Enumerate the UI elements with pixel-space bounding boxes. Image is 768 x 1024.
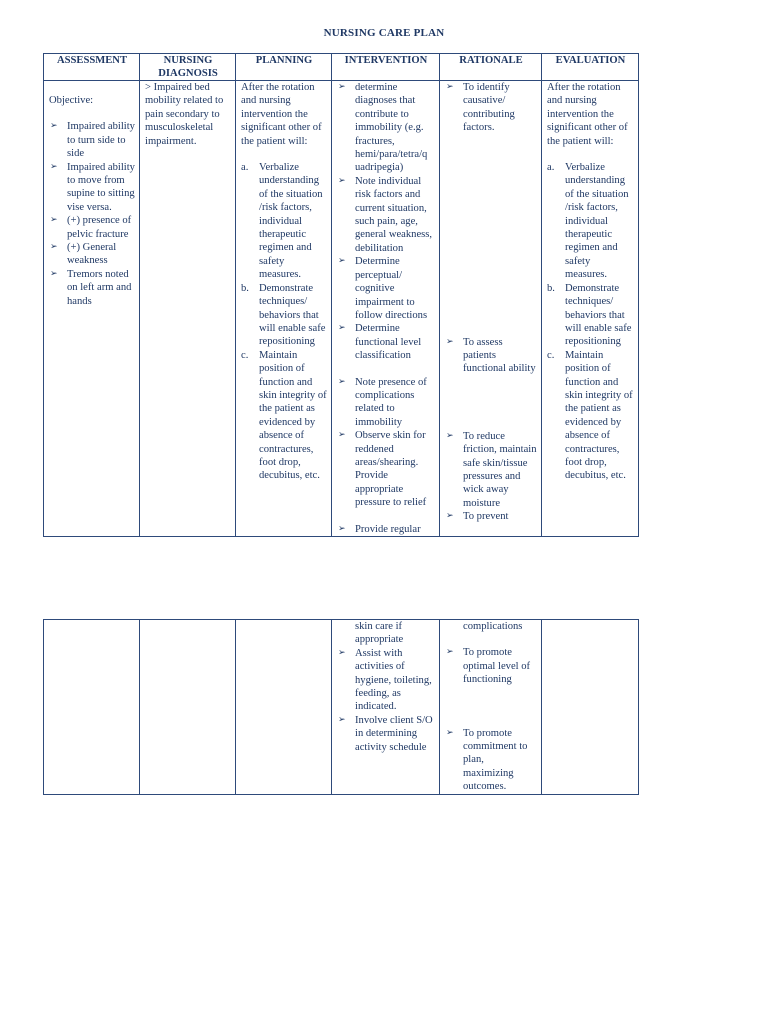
- list-item: ➢ To assess patients functional ability: [445, 336, 537, 376]
- diagnosis-cell-continued: [140, 620, 236, 795]
- assessment-cell: [44, 81, 140, 537]
- list-item: ➢ Determine functional level classification: [337, 322, 435, 362]
- rationale-list: [445, 81, 537, 524]
- list-item: b. Demonstrate techniques/ behaviors that will enable safe repositioning: [241, 282, 326, 348]
- evaluation-list: [547, 161, 634, 483]
- table-row: [44, 81, 639, 537]
- list-item: b. Demonstrate techniques/ behaviors that will enable safe repositioning: [547, 282, 632, 348]
- col-header-intervention: INTERVENTION: [332, 54, 440, 81]
- care-plan-table: [43, 53, 639, 537]
- assessment-list: [49, 120, 135, 308]
- list-item: ➢ To promote optimal level of functioning: [445, 646, 537, 686]
- list-item: ➢ Note presence of complications related to immobility: [337, 376, 435, 430]
- intervention-cell-continued: [332, 620, 440, 795]
- intervention-cell: [332, 81, 440, 537]
- intervention-list-continued: [337, 647, 435, 754]
- rationale-continued-text: complications: [463, 621, 523, 632]
- header-row: [44, 54, 639, 81]
- planning-cell-continued: [236, 620, 332, 795]
- list-item: ➢ Impaired ability to turn side to side: [49, 120, 135, 160]
- list-item: ➢ determine diagnoses that contribute to immobility (e.g. fractures, hemi/para/tetra/q uadripegia): [337, 81, 435, 175]
- col-header-assessment: ASSESSMENT: [44, 54, 140, 81]
- list-item: ➢ Tremors noted on left arm and hands: [49, 268, 135, 308]
- col-header-nursing-diagnosis: NURSING DIAGNOSIS: [140, 54, 236, 81]
- list-item: ➢ Impaired ability to move from supine to sitting vise versa.: [49, 161, 135, 215]
- list-item: ➢ Note individual risk factors and current situation, such pain, age, general weakness, debilitation: [337, 175, 435, 255]
- intervention-continued-text: skin care if appropriate: [355, 621, 404, 646]
- list-item: ➢ Assist with activities of hygiene, toileting, feeding, as indicated.: [337, 647, 435, 714]
- list-item: ➢ To prevent: [445, 510, 537, 523]
- col-header-rationale: RATIONALE: [440, 54, 542, 81]
- list-item: ➢ Involve client S/O in determining activity schedule: [337, 714, 435, 754]
- care-plan-table-continued: [43, 619, 639, 795]
- assessment-heading: Objective:: [49, 95, 94, 106]
- intervention-list: [337, 81, 435, 536]
- col-header-evaluation: EVALUATION: [542, 54, 639, 81]
- rationale-list-continued: [445, 646, 537, 793]
- list-item: ➢ To identify causative/ contributing factors.: [445, 81, 537, 135]
- planning-list: [241, 161, 327, 483]
- list-item: ➢ (+) General weakness: [49, 241, 135, 268]
- list-item: a. Verbalize understanding of the situation /risk factors, individual therapeutic regimen and safety measures.: [547, 162, 629, 281]
- list-item: a. Verbalize understanding of the situation /risk factors, individual therapeutic regimen and safety measures.: [241, 162, 323, 281]
- rationale-cell-continued: [440, 620, 542, 795]
- planning-intro: After the rotation and nursing intervention the significant other of the patient will:: [241, 82, 322, 147]
- diagnosis-text: > Impaired bed mobility related to pain secondary to musculoskeletal impairment.: [145, 82, 224, 147]
- list-item: c. Maintain position of function and skin integrity of the patient as evidenced by absence of contractures, foot drop, decubitus, etc.: [241, 349, 327, 482]
- col-header-planning: PLANNING: [236, 54, 332, 81]
- planning-cell: [236, 81, 332, 537]
- rationale-cell: [440, 81, 542, 537]
- list-item: ➢ Observe skin for reddened areas/shearing. Provide appropriate pressure to relief: [337, 429, 435, 509]
- diagnosis-cell: [140, 81, 236, 537]
- list-item: ➢ To promote commitment to plan, maximizing outcomes.: [445, 727, 537, 794]
- list-item: ➢ Determine perceptual/ cognitive impairment to follow directions: [337, 255, 435, 322]
- evaluation-cell: [542, 81, 639, 537]
- list-item: ➢ (+) presence of pelvic fracture: [49, 214, 135, 241]
- list-item: ➢ Provide regular: [337, 523, 435, 536]
- table-row: [44, 620, 639, 795]
- evaluation-cell-continued: [542, 620, 639, 795]
- assessment-cell-continued: [44, 620, 140, 795]
- page-title: NURSING CARE PLAN: [323, 27, 445, 39]
- evaluation-intro: After the rotation and nursing intervention the significant other of the patient will:: [547, 82, 628, 147]
- list-item: c. Maintain position of function and skin integrity of the patient as evidenced by absence of contractures, foot drop, decubitus, etc.: [547, 349, 633, 482]
- list-item: ➢ To reduce friction, maintain safe skin/tissue pressures and wick away moisture: [445, 430, 537, 510]
